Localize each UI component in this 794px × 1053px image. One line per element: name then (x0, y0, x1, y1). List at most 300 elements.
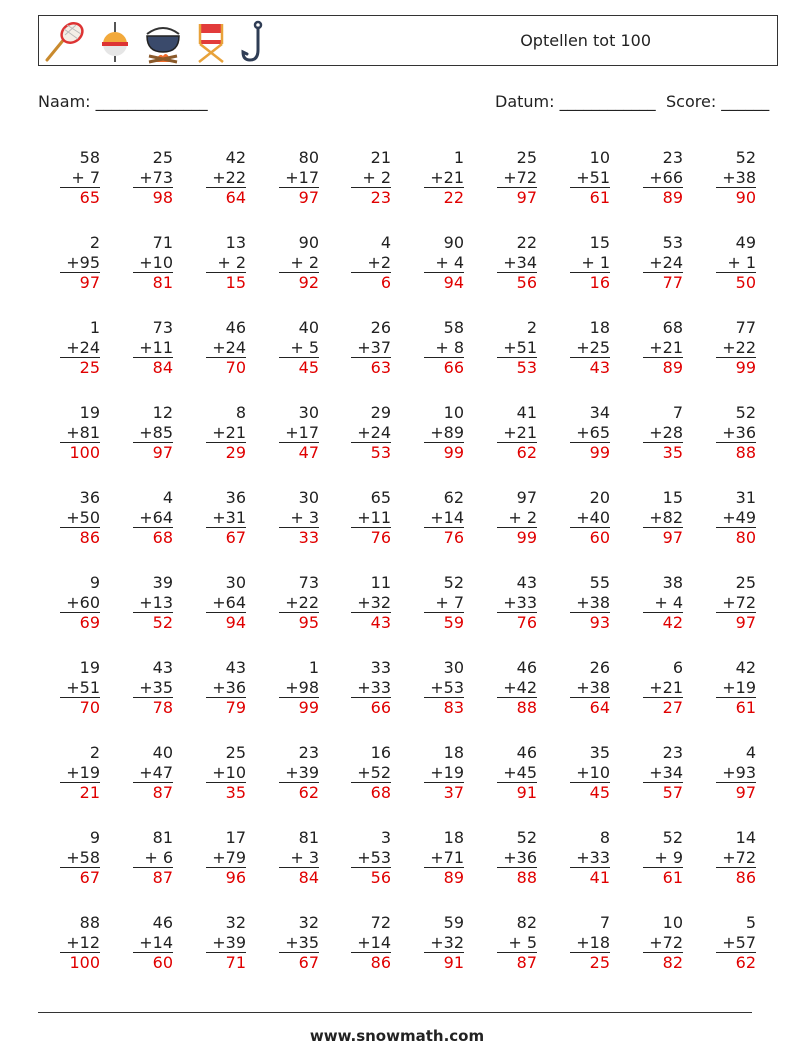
second-addend (60, 763, 100, 783)
addition-problem (424, 233, 464, 292)
answer: 95 (279, 612, 319, 632)
answer: 93 (570, 612, 610, 632)
score-field: Score: ______ (666, 92, 770, 111)
second-addend (206, 848, 246, 868)
plus-sign: + (576, 337, 590, 357)
answer: 88 (497, 867, 537, 887)
plus-sign: + (503, 337, 517, 357)
answer: 97 (716, 612, 756, 632)
answer: 61 (643, 867, 683, 887)
plus-sign: + (66, 762, 80, 782)
addition-problem (279, 573, 319, 632)
plus-sign: + (357, 932, 371, 952)
answer: 88 (716, 442, 756, 462)
second-addend-value: 39 (298, 762, 319, 782)
second-addend (497, 593, 537, 613)
first-addend: 23 (662, 148, 683, 167)
plus-sign: + (139, 422, 153, 442)
second-addend-value: 24 (225, 337, 246, 357)
first-addend: 2 (526, 318, 537, 337)
second-addend (279, 338, 319, 358)
first-addend: 40 (152, 743, 173, 762)
first-addend: 6 (672, 658, 683, 677)
answer: 90 (716, 187, 756, 207)
plus-sign: + (139, 167, 153, 187)
second-addend-value: 98 (298, 677, 319, 697)
first-addend: 30 (443, 658, 464, 677)
second-addend (570, 593, 610, 613)
second-addend-value: 1 (594, 252, 610, 272)
first-addend: 31 (735, 488, 756, 507)
addition-problem (351, 148, 391, 207)
second-addend-value: 4 (667, 592, 683, 612)
second-addend (716, 678, 756, 698)
plus-sign: + (66, 252, 80, 272)
first-addend: 2 (89, 233, 100, 252)
second-addend-value: 66 (662, 167, 683, 187)
first-addend: 30 (225, 573, 246, 592)
answer: 42 (643, 612, 683, 632)
second-addend (133, 423, 173, 443)
addition-problem (643, 913, 683, 972)
addition-problem (206, 403, 246, 462)
addition-problem (133, 913, 173, 972)
first-addend: 52 (443, 573, 464, 592)
second-addend-value: 2 (521, 507, 537, 527)
first-addend: 18 (443, 743, 464, 762)
problem-row (38, 658, 778, 728)
second-addend (497, 848, 537, 868)
plus-sign: + (649, 507, 663, 527)
second-addend (570, 168, 610, 188)
answer: 37 (424, 782, 464, 802)
second-addend-value: 35 (152, 677, 173, 697)
plus-sign: + (139, 252, 153, 272)
second-addend (351, 678, 391, 698)
first-addend: 7 (599, 913, 610, 932)
addition-problem (643, 148, 683, 207)
addition-problem (279, 318, 319, 377)
answer: 65 (60, 187, 100, 207)
addition-problem (497, 403, 537, 462)
second-addend-value: 36 (735, 422, 756, 442)
first-addend: 68 (662, 318, 683, 337)
second-addend (424, 593, 464, 613)
first-addend: 1 (453, 148, 464, 167)
first-addend: 8 (599, 828, 610, 847)
first-addend: 21 (370, 148, 391, 167)
second-addend-value: 52 (370, 762, 391, 782)
plus-sign: + (508, 507, 522, 527)
answer: 45 (279, 357, 319, 377)
plus-sign: + (576, 677, 590, 697)
problem-row (38, 913, 778, 983)
answer: 62 (279, 782, 319, 802)
answer: 56 (351, 867, 391, 887)
first-addend: 25 (225, 743, 246, 762)
first-addend: 4 (162, 488, 173, 507)
second-addend-value: 85 (152, 422, 173, 442)
first-addend: 52 (662, 828, 683, 847)
first-addend: 26 (370, 318, 391, 337)
plus-sign: + (357, 507, 371, 527)
second-addend-value: 42 (516, 677, 537, 697)
plus-sign: + (722, 167, 736, 187)
fishing-hook-icon (239, 20, 269, 64)
plus-sign: + (212, 592, 226, 612)
second-addend (206, 253, 246, 273)
second-addend (424, 508, 464, 528)
second-addend-value: 60 (79, 592, 100, 612)
first-addend: 90 (298, 233, 319, 252)
second-addend (351, 423, 391, 443)
plus-sign: + (722, 762, 736, 782)
second-addend (643, 168, 683, 188)
addition-problem (643, 573, 683, 632)
second-addend-value: 38 (735, 167, 756, 187)
addition-problem (570, 403, 610, 462)
second-addend (279, 593, 319, 613)
first-addend: 23 (298, 743, 319, 762)
second-addend-value: 24 (662, 252, 683, 272)
second-addend (206, 423, 246, 443)
answer: 99 (424, 442, 464, 462)
answer: 91 (424, 952, 464, 972)
answer: 99 (279, 697, 319, 717)
plus-sign: + (722, 507, 736, 527)
first-addend: 14 (735, 828, 756, 847)
first-addend: 1 (308, 658, 319, 677)
plus-sign: + (357, 847, 371, 867)
plus-sign: + (212, 167, 226, 187)
addition-problem (716, 318, 756, 377)
first-addend: 58 (79, 148, 100, 167)
second-addend (133, 593, 173, 613)
second-addend-value: 22 (735, 337, 756, 357)
first-addend: 12 (152, 403, 173, 422)
plus-sign: + (139, 932, 153, 952)
answer: 60 (570, 527, 610, 547)
addition-problem (206, 488, 246, 547)
second-addend (133, 168, 173, 188)
addition-problem (60, 828, 100, 887)
second-addend-value: 39 (225, 932, 246, 952)
first-addend: 29 (370, 403, 391, 422)
plus-sign: + (212, 422, 226, 442)
second-addend-value: 64 (152, 507, 173, 527)
first-addend: 72 (370, 913, 391, 932)
second-addend-value: 21 (225, 422, 246, 442)
first-addend: 25 (152, 148, 173, 167)
answer: 68 (133, 527, 173, 547)
second-addend (351, 593, 391, 613)
plus-sign: + (654, 847, 668, 867)
second-addend-value: 11 (152, 337, 173, 357)
first-addend: 32 (225, 913, 246, 932)
second-addend (279, 508, 319, 528)
second-addend-value: 72 (516, 167, 537, 187)
addition-problem (133, 318, 173, 377)
answer: 67 (279, 952, 319, 972)
second-addend-value: 33 (589, 847, 610, 867)
first-addend: 42 (735, 658, 756, 677)
second-addend-value: 10 (225, 762, 246, 782)
footer-url: www.snowmath.com (309, 1027, 485, 1045)
answer: 33 (279, 527, 319, 547)
second-addend (60, 933, 100, 953)
addition-problem (424, 913, 464, 972)
answer: 6 (351, 272, 391, 292)
second-addend (279, 933, 319, 953)
problem-row (38, 148, 778, 218)
plus-sign: + (139, 677, 153, 697)
second-addend (716, 848, 756, 868)
second-addend (497, 423, 537, 443)
second-addend (424, 338, 464, 358)
second-addend (279, 253, 319, 273)
plus-sign: + (508, 932, 522, 952)
first-addend: 62 (443, 488, 464, 507)
plus-sign: + (435, 592, 449, 612)
first-addend: 10 (589, 148, 610, 167)
answer: 82 (643, 952, 683, 972)
second-addend-value: 21 (516, 422, 537, 442)
answer: 77 (643, 272, 683, 292)
first-addend: 30 (298, 488, 319, 507)
second-addend (351, 508, 391, 528)
answer: 76 (424, 527, 464, 547)
second-addend-value: 33 (370, 677, 391, 697)
first-addend: 39 (152, 573, 173, 592)
second-addend-value: 8 (448, 337, 464, 357)
second-addend-value: 32 (370, 592, 391, 612)
plus-sign: + (649, 762, 663, 782)
second-addend (570, 763, 610, 783)
second-addend (497, 933, 537, 953)
plus-sign: + (66, 932, 80, 952)
problem-row (38, 488, 778, 558)
plus-sign: + (212, 847, 226, 867)
date-field: Datum: ____________ (495, 92, 656, 111)
answer: 53 (497, 357, 537, 377)
plus-sign: + (649, 932, 663, 952)
answer: 57 (643, 782, 683, 802)
second-addend-value: 10 (589, 762, 610, 782)
first-addend: 46 (516, 658, 537, 677)
second-addend (643, 678, 683, 698)
addition-problem (279, 913, 319, 972)
plus-sign: + (212, 337, 226, 357)
addition-problem (206, 828, 246, 887)
second-addend (643, 423, 683, 443)
second-addend-value: 34 (516, 252, 537, 272)
answer: 79 (206, 697, 246, 717)
second-addend-value: 79 (225, 847, 246, 867)
addition-problem (570, 573, 610, 632)
first-addend: 73 (298, 573, 319, 592)
fishing-float-icon (97, 20, 133, 64)
plus-sign: + (212, 677, 226, 697)
plus-sign: + (576, 592, 590, 612)
first-addend: 23 (662, 743, 683, 762)
answer: 97 (716, 782, 756, 802)
second-addend-value: 31 (225, 507, 246, 527)
answer: 92 (279, 272, 319, 292)
addition-problem (133, 488, 173, 547)
plus-sign: + (576, 847, 590, 867)
first-addend: 80 (298, 148, 319, 167)
first-addend: 38 (662, 573, 683, 592)
addition-problem (716, 913, 756, 972)
second-addend (424, 423, 464, 443)
answer: 76 (497, 612, 537, 632)
second-addend (424, 848, 464, 868)
plus-sign: + (581, 252, 595, 272)
second-addend-value: 36 (516, 847, 537, 867)
addition-problem (570, 828, 610, 887)
second-addend-value: 49 (735, 507, 756, 527)
addition-problem (497, 913, 537, 972)
plus-sign: + (139, 507, 153, 527)
addition-problem (60, 318, 100, 377)
plus-sign: + (576, 762, 590, 782)
second-addend (133, 253, 173, 273)
plus-sign: + (722, 422, 736, 442)
second-addend (570, 423, 610, 443)
addition-problem (206, 743, 246, 802)
plus-sign: + (503, 677, 517, 697)
addition-problem (60, 148, 100, 207)
addition-problem (716, 828, 756, 887)
plus-sign: + (139, 592, 153, 612)
first-addend: 22 (516, 233, 537, 252)
name-field: Naam: ______________ (38, 92, 208, 111)
plus-sign: + (357, 677, 371, 697)
second-addend (716, 338, 756, 358)
second-addend-value: 65 (589, 422, 610, 442)
first-addend: 46 (225, 318, 246, 337)
answer: 89 (643, 357, 683, 377)
first-addend: 35 (589, 743, 610, 762)
plus-sign: + (649, 252, 663, 272)
plus-sign: + (435, 252, 449, 272)
first-addend: 4 (745, 743, 756, 762)
second-addend (60, 508, 100, 528)
second-addend (716, 168, 756, 188)
first-addend: 18 (589, 318, 610, 337)
answer: 45 (570, 782, 610, 802)
second-addend (133, 678, 173, 698)
plus-sign: + (290, 507, 304, 527)
second-addend (60, 253, 100, 273)
plus-sign: + (66, 592, 80, 612)
second-addend (279, 678, 319, 698)
plus-sign: + (503, 762, 517, 782)
plus-sign: + (576, 507, 590, 527)
second-addend-value: 45 (516, 762, 537, 782)
addition-problem (133, 573, 173, 632)
second-addend-value: 5 (521, 932, 537, 952)
answer: 91 (497, 782, 537, 802)
answer: 21 (60, 782, 100, 802)
second-addend (497, 338, 537, 358)
second-addend (643, 593, 683, 613)
first-addend: 16 (370, 743, 391, 762)
second-addend-value: 2 (230, 252, 246, 272)
plus-sign: + (430, 677, 444, 697)
addition-problem (424, 403, 464, 462)
first-addend: 88 (79, 913, 100, 932)
second-addend (351, 848, 391, 868)
first-addend: 25 (735, 573, 756, 592)
plus-sign: + (503, 592, 517, 612)
first-addend: 9 (89, 573, 100, 592)
second-addend-value: 51 (79, 677, 100, 697)
answer: 100 (60, 952, 100, 972)
second-addend (424, 253, 464, 273)
answer: 61 (716, 697, 756, 717)
plus-sign: + (503, 422, 517, 442)
answer: 88 (497, 697, 537, 717)
first-addend: 26 (589, 658, 610, 677)
addition-problem (497, 488, 537, 547)
addition-problem (497, 233, 537, 292)
answer: 70 (206, 357, 246, 377)
first-addend: 43 (225, 658, 246, 677)
icon-strip (43, 20, 269, 64)
plus-sign: + (430, 847, 444, 867)
second-addend-value: 89 (443, 422, 464, 442)
plus-sign: + (290, 252, 304, 272)
second-addend (60, 338, 100, 358)
answer: 27 (643, 697, 683, 717)
addition-problem (570, 913, 610, 972)
second-addend (643, 848, 683, 868)
addition-problem (716, 658, 756, 717)
answer: 99 (716, 357, 756, 377)
second-addend-value: 19 (443, 762, 464, 782)
plus-sign: + (139, 337, 153, 357)
plus-sign: + (71, 167, 85, 187)
second-addend-value: 1 (740, 252, 756, 272)
second-addend-value: 32 (443, 932, 464, 952)
answer: 69 (60, 612, 100, 632)
addition-problem (643, 403, 683, 462)
addition-problem (643, 658, 683, 717)
plus-sign: + (290, 847, 304, 867)
first-addend: 90 (443, 233, 464, 252)
first-addend: 65 (370, 488, 391, 507)
second-addend (643, 508, 683, 528)
second-addend (351, 933, 391, 953)
second-addend-value: 5 (303, 337, 319, 357)
addition-problem (206, 913, 246, 972)
second-addend-value: 34 (662, 762, 683, 782)
plus-sign: + (722, 932, 736, 952)
addition-problem (570, 318, 610, 377)
answer: 86 (716, 867, 756, 887)
first-addend: 42 (225, 148, 246, 167)
first-addend: 43 (152, 658, 173, 677)
second-addend-value: 21 (443, 167, 464, 187)
second-addend-value: 35 (298, 932, 319, 952)
first-addend: 19 (79, 658, 100, 677)
addition-problem (497, 318, 537, 377)
second-addend (279, 763, 319, 783)
second-addend (60, 848, 100, 868)
first-addend: 43 (516, 573, 537, 592)
addition-problem (351, 573, 391, 632)
